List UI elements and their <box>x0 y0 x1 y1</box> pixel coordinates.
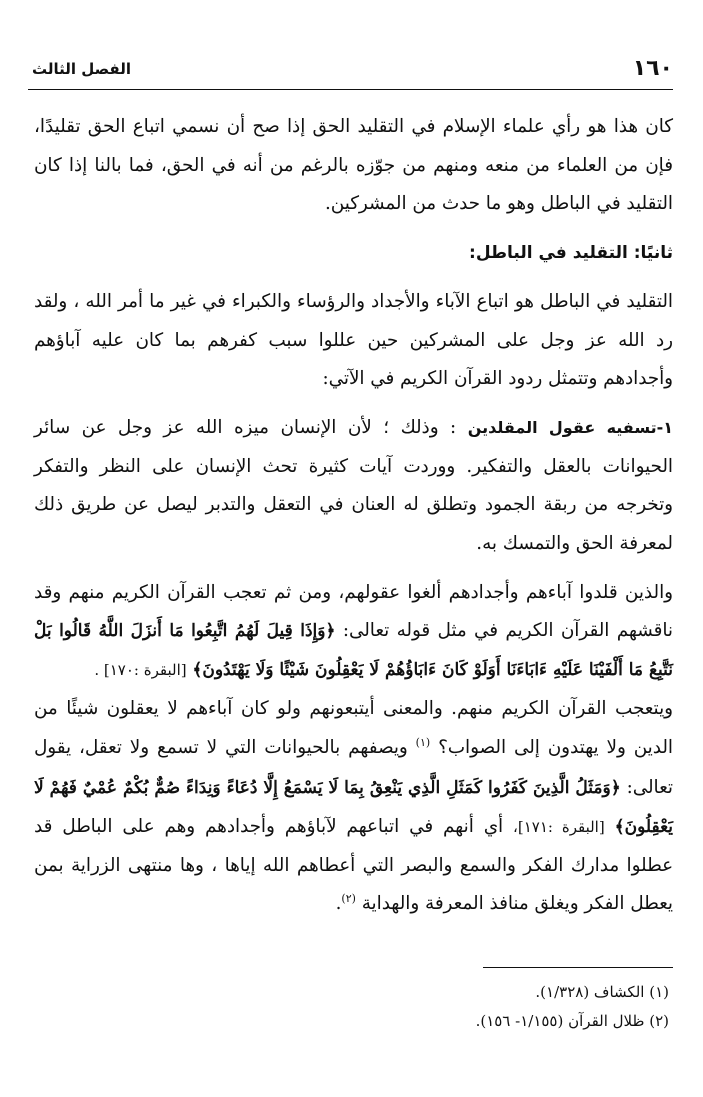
paragraph-definition: التقليد في الباطل هو اتباع الآباء والأجداد والرؤساء والكبراء في غير ما أمر الله ، ولقد رد الله عز وجل على المشركين حين عللوا سبب كفرهم بما كان عليه آباؤهم وأجدادهم وتتمثل ردود القرآن الكريم في الآتي: <box>34 290 673 390</box>
chapter-title: الفصل الثالث <box>32 60 132 78</box>
quran-verse-171: ﴿وَمَثَلُ الَّذِينَ كَفَرُوا كَمَثَلِ الَّذِي يَنْعِقُ بِمَا لَا يَسْمَعُ إِلَّا دُعَاءً وَنِدَاءً صُمٌّ بُكْمٌ عُمْيٌ فَهُمْ لَا يَعْقِلُونَ﴾ <box>34 778 674 837</box>
quran-intro-text: والذين قلدوا آباءهم وأجدادهم ألغوا عقولهم، ومن ثم تعجب القرآن الكريم منهم وقد ناقشهم القرآن الكريم في مثل قوله تعالى: <box>34 581 674 642</box>
footnote-marker-1: (١) <box>415 735 431 749</box>
explanation-text: أي أنهم في اتباعهم لآباؤهم وأجدادهم وهم على الباطل قد عطلوا مدارك الفكر والسمع والبصر التي أعطاهم الله إياها ، وها منتهى الزراية بمن يعطل الفكر ويغلق منافذ المعرفة والهداية <box>34 815 673 915</box>
paragraph-quran-second <box>34 690 673 926</box>
footnote-2: (٢) ظلال القرآن (١/١٥٥- ١٥٦). <box>475 1012 669 1030</box>
point-one-text: : وذلك ؛ لأن الإنسان ميزه الله عز وجل عن سائر الحيوانات بالعقل والتفكير. ووردت آيات كثيرة تحث الإنسان على النظر والتفكر وتخرجه من ربقة الجمود وتطلق له العنان في التعقل والتدبر ليصل عن طريق ذلك لمعرفة الحق والتمسك به. <box>34 416 673 555</box>
section-heading: ثانيًا: التقليد في الباطل: <box>469 243 673 264</box>
describe-text: ويصفهم بالحيوانات التي لا تسمع ولا تعقل، يقول تعالى: <box>34 736 674 799</box>
verse-reference-170: [البقرة :١٧٠] . <box>94 661 187 680</box>
wonder-text: ويتعجب القرآن الكريم منهم. والمعنى أيتبعونهم ولو كان آباءهم لا يعقلون شيئًا من الدين ولا يهتدون إلى الصواب؟ <box>34 697 673 758</box>
paragraph-quran-first <box>34 574 673 690</box>
footnote-marker-2: (٢) <box>341 892 356 906</box>
quran-verse-170: ﴿وَإِذَا قِيلَ لَهُمُ اتَّبِعُوا مَا أَنزَلَ اللَّهُ قَالُوا بَلْ نَتَّبِعُ مَا أَلْفَيْنَا عَلَيْهِ ءَابَاءَنَا أَوَلَوْ كَانَ ءَابَاؤُهُمْ لَا يَعْقِلُونَ شَيْئًا وَلَا يَهْتَدُونَ﴾ <box>34 621 673 681</box>
footnotes <box>200 978 669 1036</box>
final-period: . <box>335 893 342 915</box>
footnote-divider <box>483 967 673 968</box>
paragraph-intro: كان هذا هو رأي علماء الإسلام في التقليد الحق إذا صح أن نسمي اتباع الحق تقليدًا، فإن من العلماء من منعه ومنهم من جوّزه بالرغم من أنه في الحق، فما بالنا إذا كان التقليد في الباطل وهو ما حدث من المشركين. <box>34 116 673 215</box>
paragraph-point-one <box>34 409 673 564</box>
page-number: ١٦٠ <box>632 56 673 81</box>
verse-reference-171: [البقرة :١٧١]، <box>513 817 605 836</box>
header-rule <box>28 89 673 90</box>
page-body <box>34 108 673 926</box>
footnote-1: (١) الكشاف (١/٣٢٨). <box>535 983 669 1001</box>
point-one-lead: ١-تسفيه عقول المقلدين <box>467 417 674 437</box>
page-header <box>28 56 673 90</box>
